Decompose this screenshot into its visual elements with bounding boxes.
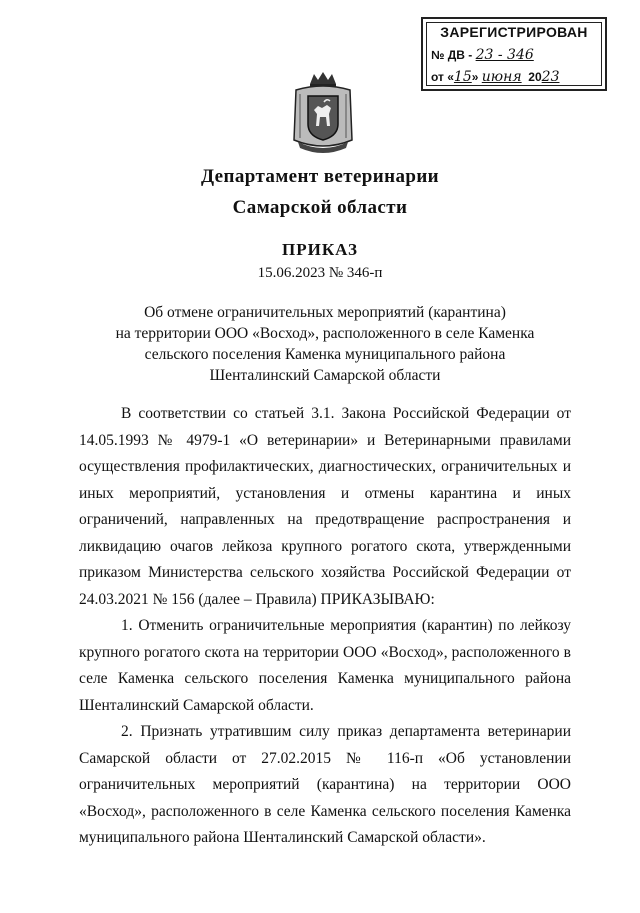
stamp-year-prefix: 20 <box>528 70 542 84</box>
subject-line: сельского поселения Каменка муниципального района <box>144 346 506 363</box>
order-body <box>79 401 571 852</box>
stamp-number-line <box>431 47 534 63</box>
registration-stamp <box>421 17 607 91</box>
stamp-date-line <box>431 69 559 85</box>
stamp-date-month: июня <box>481 69 522 85</box>
order-subject <box>80 302 570 386</box>
stamp-number-prefix: № ДВ - <box>431 48 473 62</box>
subject-line: на территории ООО «Восход», расположенного в селе Каменка <box>115 325 535 342</box>
stamp-number-value: 23 - 346 <box>475 47 534 63</box>
stamp-title: ЗАРЕГИСТРИРОВАН <box>440 24 588 40</box>
department-title: Департамент ветеринарии <box>200 166 440 187</box>
subject-line: Об отмене ограничительных мероприятий (карантина) <box>144 304 506 321</box>
subject-line: Шенталинский Самарской области <box>209 367 441 384</box>
document-type: ПРИКАЗ <box>282 240 358 259</box>
document-date-number: 15.06.2023 № 346-п <box>257 265 383 281</box>
stamp-date-day: 15 <box>453 69 472 85</box>
preamble-paragraph: В соответствии со статьей 3.1. Закона Российской Федерации от 14.05.1993 № 4979-1 «О ветеринарии» и Ветеринарными правилами осуществления профилактических, диагностических, ограничительных и иных мероприятий, установления и отмены карантина и иных ограничений, направленных на предотвращение распространения и ликвидацию очагов лейкоза крупного рогатого скота, утвержденными приказом Министерства сельского хозяйства Российской Федерации от 24.03.2021 № 156 (далее – Правила) ПРИКАЗЫВАЮ: <box>79 405 571 608</box>
stamp-date-prefix: от « <box>431 70 454 84</box>
samara-coat-of-arms-icon <box>290 70 356 154</box>
stamp-date-year: 23 <box>541 69 560 85</box>
order-item-1: 1. Отменить ограничительные мероприятия (карантин) по лейкозу крупного рогатого скота на территории ООО «Восход», расположенного в селе Каменка сельского поселения Каменка муниципального района Шенталинский Самарской области. <box>79 617 571 714</box>
stamp-date-sep: » <box>471 70 479 84</box>
region-title: Самарской области <box>232 197 408 218</box>
order-item-2: 2. Признать утратившим силу приказ департамента ветеринарии Самарской области от 27.02.2015 № 116-п «Об установлении ограничительных мероприятий (карантина) на территории ООО «Восход», расположенного в селе Каменка сельского поселения Каменка муниципального района Шенталинский Самарской области». <box>79 723 571 846</box>
